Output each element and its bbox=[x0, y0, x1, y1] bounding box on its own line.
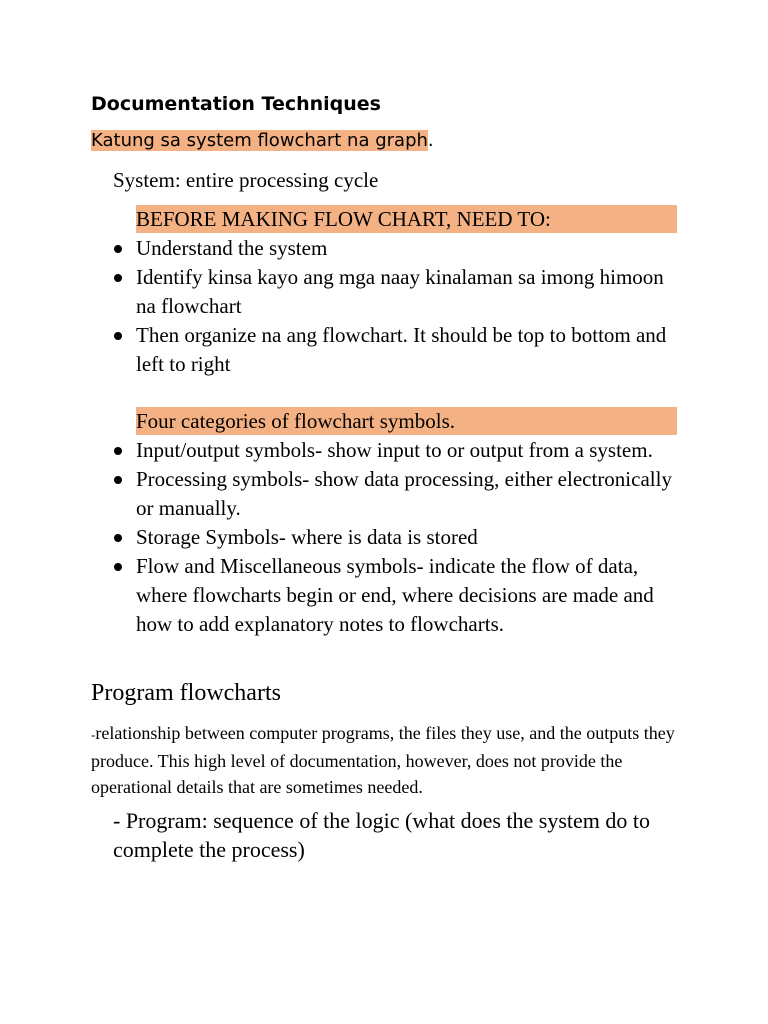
list-item-text: Flow and Miscellaneous symbols- indicate the flow of data, where flowcharts begin or end, where decisions are made and how to add explanatory notes to flowcharts. bbox=[136, 554, 654, 636]
list-item bbox=[136, 552, 686, 639]
bullet-icon bbox=[114, 476, 122, 484]
subtitle-line bbox=[91, 128, 434, 154]
bullet-icon bbox=[114, 274, 122, 282]
symbol-categories-heading: Four categories of flowchart symbols. bbox=[136, 407, 677, 435]
program-definition: - Program: sequence of the logic (what does the system do to complete the process) bbox=[113, 808, 651, 862]
highlighted-subtitle: Katung sa system flowchart na graph bbox=[91, 130, 428, 151]
list-item bbox=[136, 234, 686, 263]
list-item bbox=[136, 465, 686, 523]
list-item-text: Then organize na ang flowchart. It should be top to bottom and left to right bbox=[136, 323, 667, 376]
paragraph-dash: - bbox=[91, 727, 96, 742]
bullet-icon bbox=[114, 534, 122, 542]
list-item bbox=[136, 523, 686, 552]
before-making-list bbox=[136, 234, 686, 379]
list-item-text: Identify kinsa kayo ang mga naay kinalaman sa imong himoon na flowchart bbox=[136, 265, 664, 318]
paragraph-text: relationship between computer programs, the files they use, and the outputs they produce. This high level of documentation, however, does not provide the operational details that are sometimes needed. bbox=[91, 723, 675, 797]
bullet-icon bbox=[114, 332, 122, 340]
list-item-text: Input/output symbols- show input to or output from a system. bbox=[136, 438, 653, 462]
bullet-icon bbox=[114, 447, 122, 455]
list-item-text: Processing symbols- show data processing, either electronically or manually. bbox=[136, 467, 672, 520]
list-item bbox=[136, 263, 686, 321]
program-flowcharts-heading: Program flowcharts bbox=[91, 680, 281, 706]
bullet-icon bbox=[114, 563, 122, 571]
page-title: Documentation Techniques bbox=[91, 93, 381, 115]
symbol-categories-list bbox=[136, 436, 686, 639]
before-making-heading: BEFORE MAKING FLOW CHART, NEED TO: bbox=[136, 205, 677, 233]
list-item-text: Storage Symbols- where is data is stored bbox=[136, 525, 478, 549]
subtitle-period: . bbox=[427, 130, 434, 151]
system-definition: System: entire processing cycle bbox=[113, 168, 379, 192]
list-item bbox=[136, 436, 686, 465]
list-item-text: Understand the system bbox=[136, 236, 328, 260]
list-item bbox=[136, 321, 686, 379]
program-flowcharts-paragraph bbox=[91, 720, 681, 800]
bullet-icon bbox=[114, 245, 122, 253]
